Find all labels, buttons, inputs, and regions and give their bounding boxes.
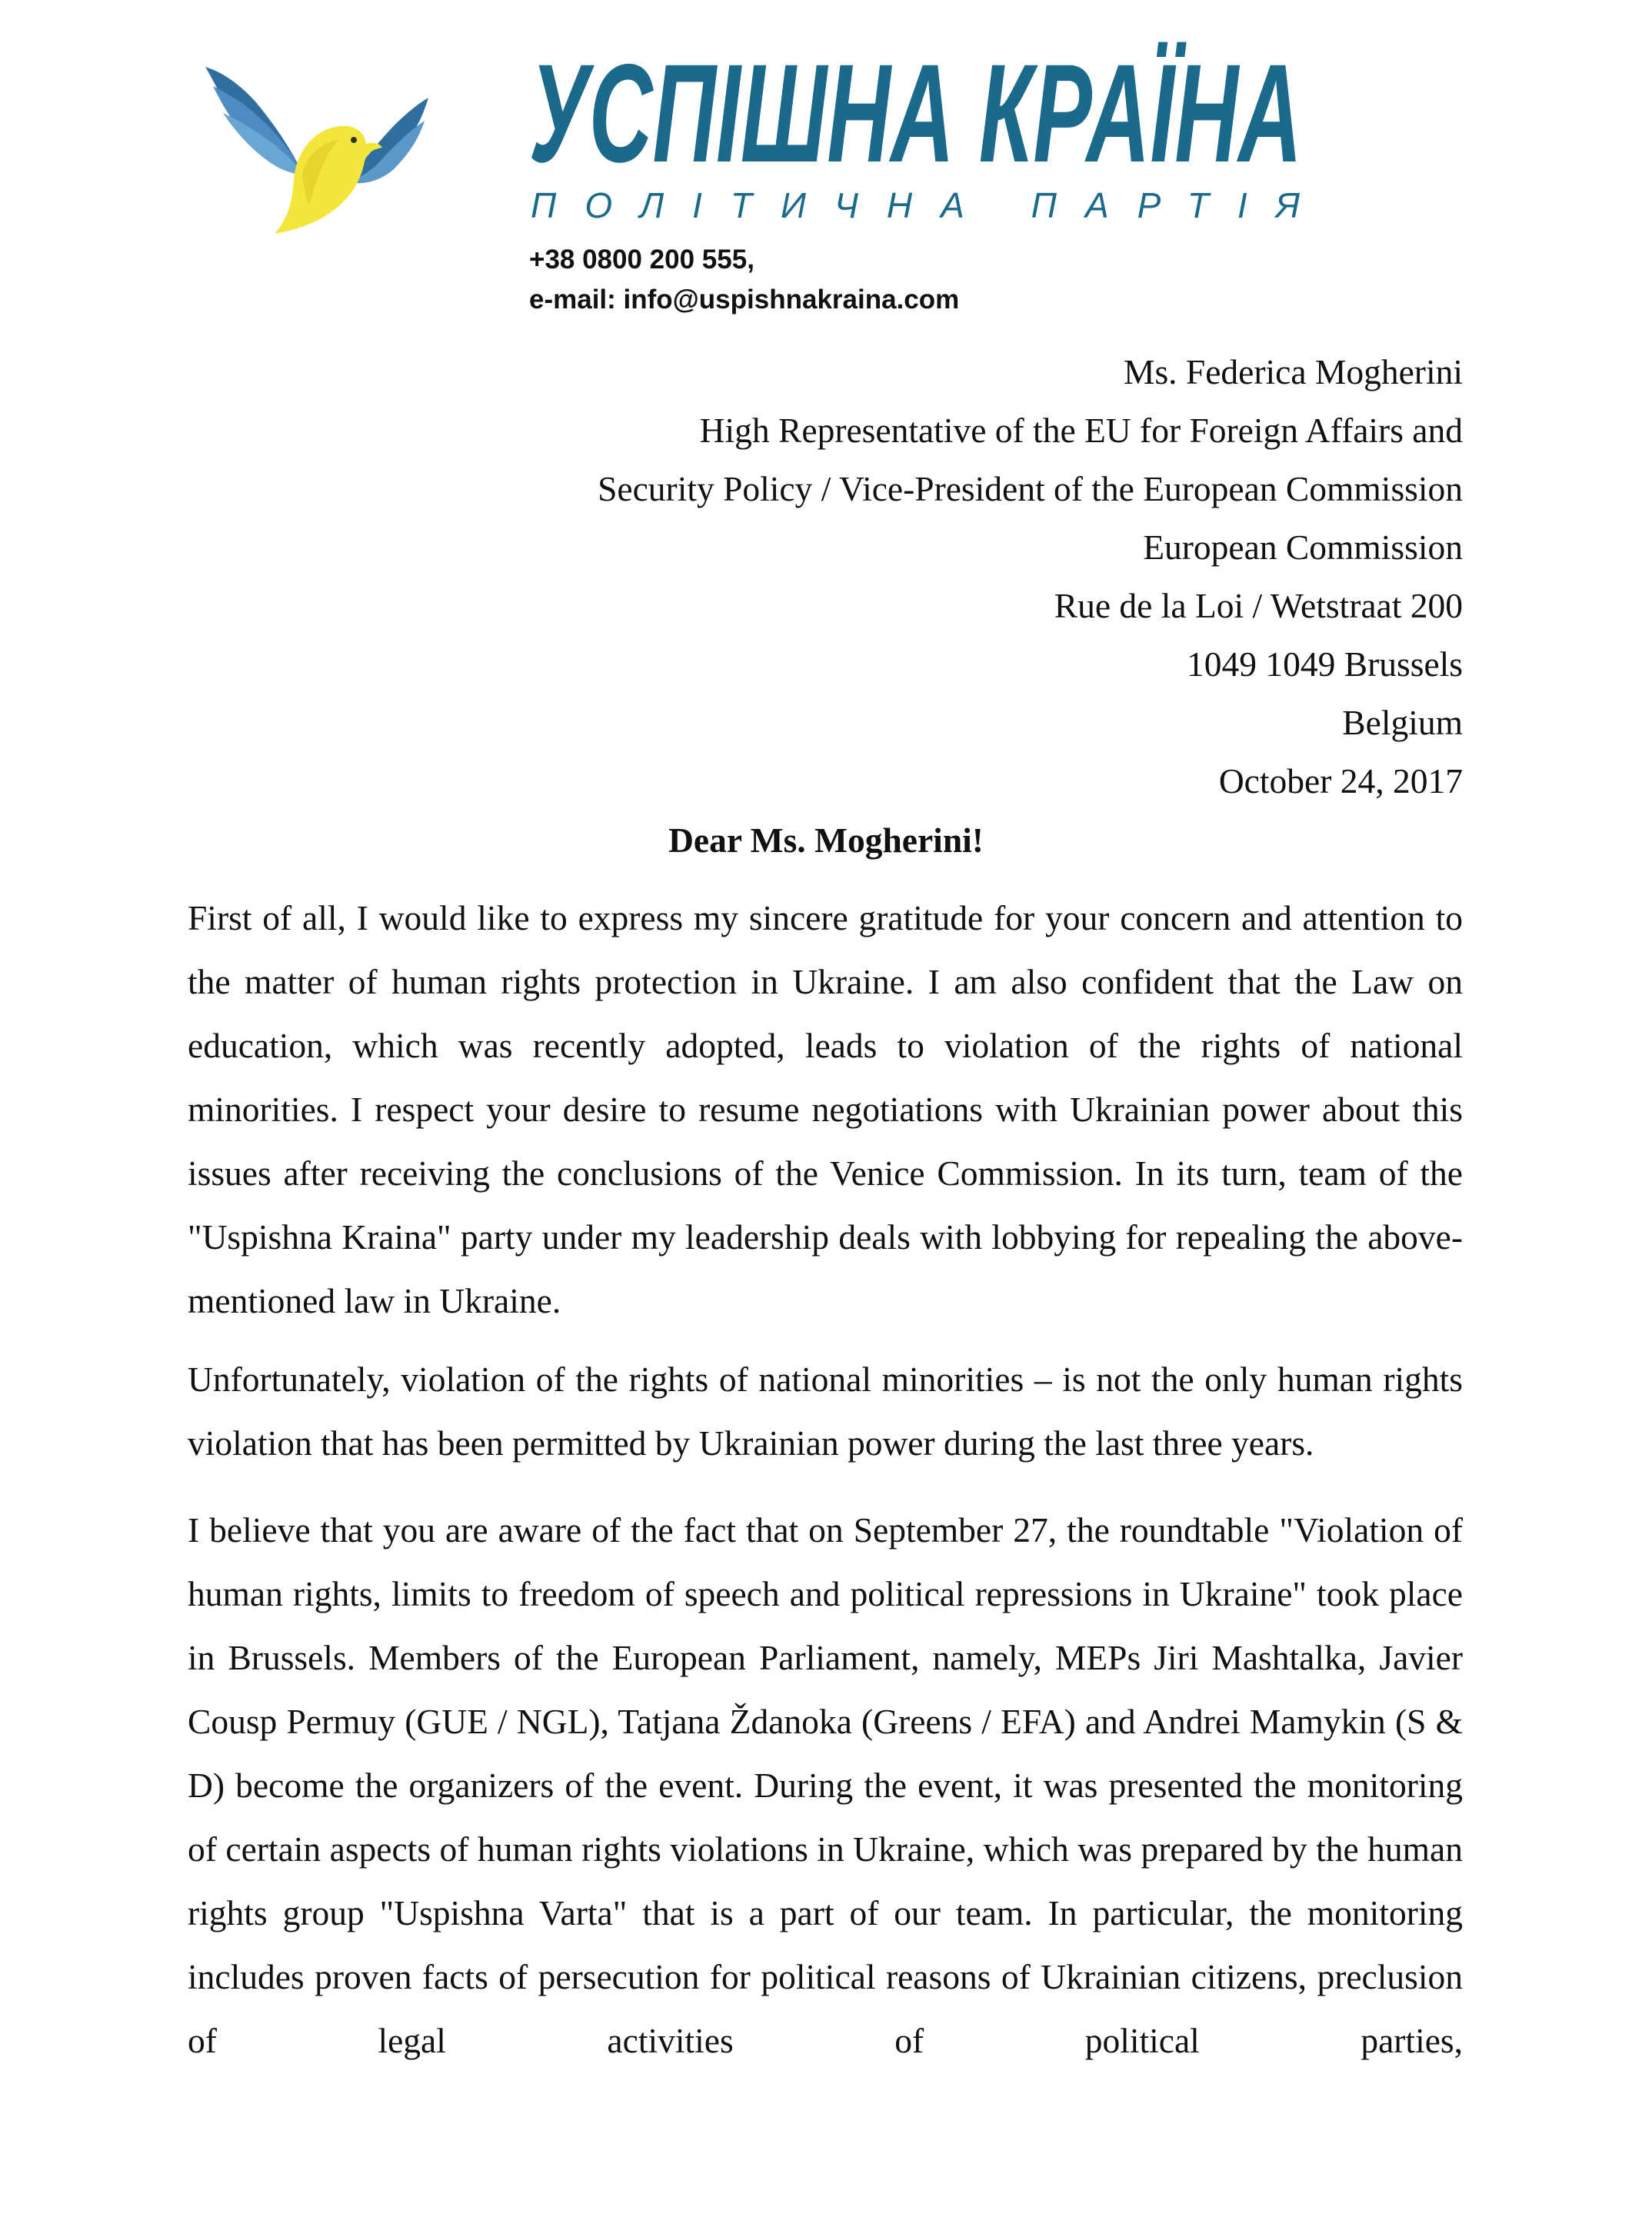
email-address: e-mail: info@uspishnakraina.com: [529, 285, 960, 315]
body-paragraph-2: Unfortunately, violation of the rights of national minorities – is not the only human rights violation that has been permitted by Ukrainian power during the last three years.: [188, 1360, 1463, 1463]
letter-date: October 24, 2017: [1218, 761, 1463, 801]
recipient-city: 1049 1049 Brussels: [1187, 644, 1463, 684]
salutation: Dear Ms. Mogherini!: [668, 821, 984, 860]
recipient-street: Rue de la Loi / Wetstraat 200: [1054, 586, 1463, 625]
party-subtitle: ПОЛІТИЧНА ПАРТІЯ: [531, 185, 1300, 225]
recipient-organization: European Commission: [1143, 528, 1463, 567]
phone-number: +38 0800 200 555,: [529, 245, 754, 275]
body-paragraph-3: I believe that you are aware of the fact that on September 27, the roundtable "Violation of human rights, limits to freedom of speech and political repressions in Ukraine" took place in Brussels. Members of the European Parliament, namely, MEPs Jiri Mashtalka, Javier Cousp Permuy (GUE / NGL), Tatjana Ždanoka (Greens / EFA) and Andrei Mamykin (S & D) become the organizers of the event. During the event, it was presented the monitoring of certain aspects of human rights violations in Ukraine, which was prepared by the human rights group "Uspishna Varta" that is a part of our team. In particular, the monitoring includes proven facts of persecution for political reasons of Ukrainian citizens, preclusion of legal activities of political parties,: [188, 1510, 1463, 2060]
body-paragraph-1: First of all, I would like to express my sincere gratitude for your concern and attention to the matter of human rights protection in Ukraine. I am also confident that the Law on education, which was recently adopted, leads to violation of the rights of national minorities. I respect your desire to resume negotiations with Ukrainian power about this issues after receiving the conclusions of the Venice Commission. In its turn, team of the "Uspishna Kraina" party under my leadership deals with lobbying for repealing the above-mentioned law in Ukraine.: [188, 898, 1463, 1320]
recipient-address: [309, 343, 1463, 811]
party-name-wordmark: [529, 35, 1306, 191]
contact-info: [529, 240, 959, 320]
recipient-title-line-1: High Representative of the EU for Foreign Affairs and: [699, 411, 1463, 450]
party-subtitle-wordmark: [529, 181, 1306, 227]
recipient-title-line-2: Security Policy / Vice-President of the European Commission: [598, 469, 1463, 508]
recipient-country: Belgium: [1342, 703, 1463, 742]
dove-icon: [202, 55, 432, 238]
recipient-name: Ms. Federica Mogherini: [1123, 352, 1463, 391]
party-name: УСПІШНА КРАЇНА: [529, 35, 1302, 191]
